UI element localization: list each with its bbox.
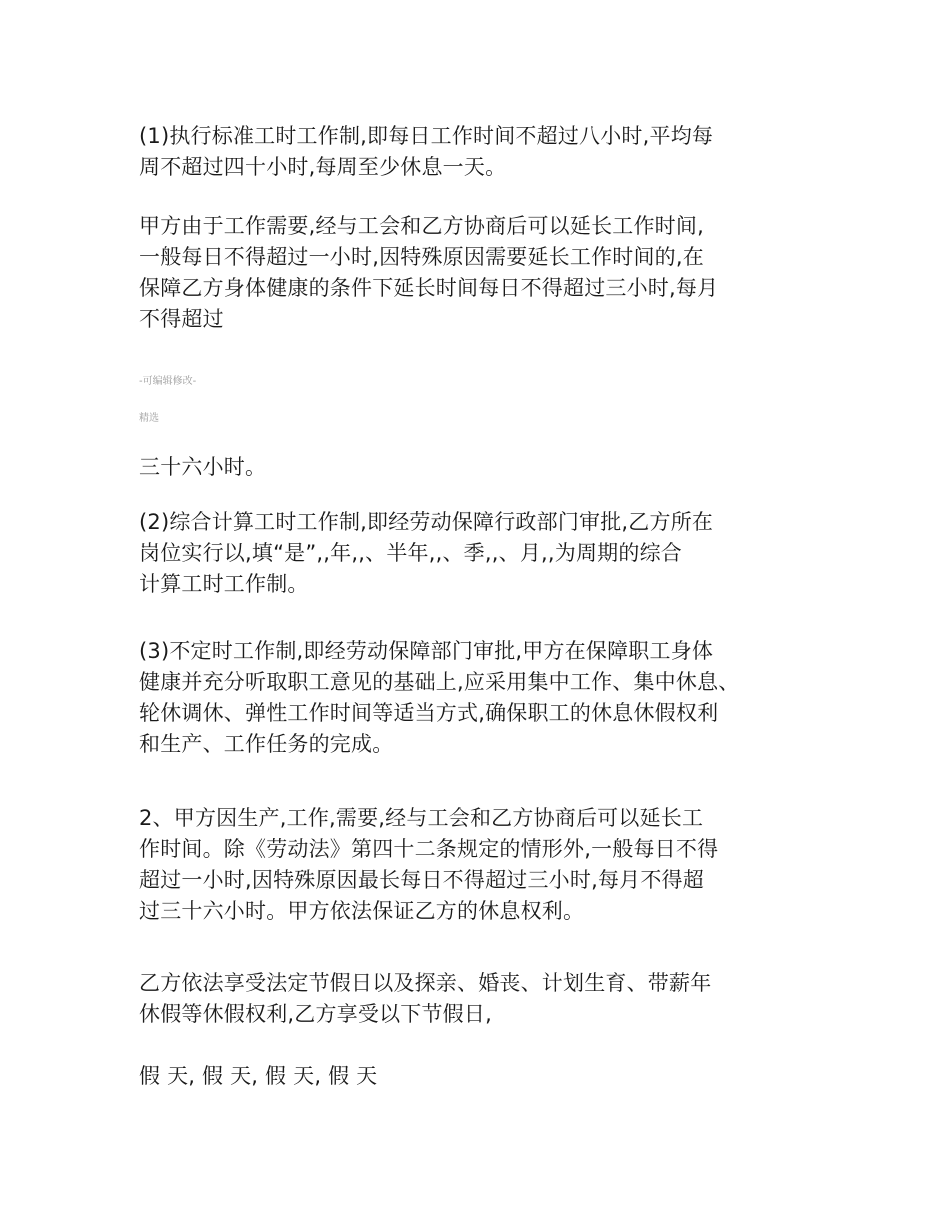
paragraph-standard-hours <box>139 121 829 183</box>
text-line: 甲方由于工作需要,经与工会和乙方协商后可以延长工作时间, <box>139 214 704 238</box>
page-footer-note: -可编辑修改- <box>139 376 197 387</box>
text-line: 一般每日不得超过一小时,因特殊原因需要延长工作时间的,在 <box>139 245 704 269</box>
text-line: 作时间。除《劳动法》第四十二条规定的情形外,一般每日不得 <box>139 837 719 861</box>
text-line: 休假等休假权利,乙方享受以下节假日, <box>139 1002 492 1026</box>
text-line: 轮休调休、弹性工作时间等适当方式,确保职工的休息休假权利 <box>139 701 719 725</box>
text-line: 乙方依法享受法定节假日以及探亲、婚丧、计划生育、带薪年 <box>139 971 712 995</box>
paragraph-overtime-limits <box>139 803 829 927</box>
paragraph-flexible-hours <box>139 636 829 760</box>
paragraph-holiday-rights <box>139 968 829 1030</box>
paragraph-comprehensive-hours <box>139 507 829 600</box>
text-line: 过三十六小时。甲方依法保证乙方的休息权利。 <box>139 899 585 923</box>
text-line: 计算工时工作制。 <box>139 572 309 596</box>
text-line: 和生产、工作任务的完成。 <box>139 732 394 756</box>
text-line: 超过一小时,因特殊原因最长每日不得超过三小时,每月不得超 <box>139 868 704 892</box>
paragraph-continuation <box>139 452 829 483</box>
page-header-note: 精选 <box>139 413 159 424</box>
text-line: 三十六小时。 <box>139 455 267 479</box>
paragraph-holiday-list <box>139 1061 829 1092</box>
text-line: 2、甲方因生产,工作,需要,经与工会和乙方协商后可以延长工 <box>139 806 704 830</box>
text-line: 假 天, 假 天, 假 天, 假 天 <box>139 1064 378 1088</box>
text-line: 周不超过四十小时,每周至少休息一天。 <box>139 155 507 179</box>
text-line: (3)不定时工作制,即经劳动保障部门审批,甲方在保障职工身体 <box>139 639 714 663</box>
text-line: 保障乙方身体健康的条件下延长时间每日不得超过三小时,每月 <box>139 276 719 300</box>
text-line: (1)执行标准工时工作制,即每日工作时间不超过八小时,平均每 <box>139 124 714 148</box>
paragraph-overtime-extension <box>139 211 829 335</box>
text-line: 岗位实行以,填“是”,,年,,、半年,,、季,,、月,,为周期的综合 <box>139 541 682 565</box>
text-line: (2)综合计算工时工作制,即经劳动保障行政部门审批,乙方所在 <box>139 510 714 534</box>
text-line: 不得超过 <box>139 307 224 331</box>
text-line: 健康并充分听取职工意见的基础上,应采用集中工作、集中休息、 <box>139 670 740 694</box>
